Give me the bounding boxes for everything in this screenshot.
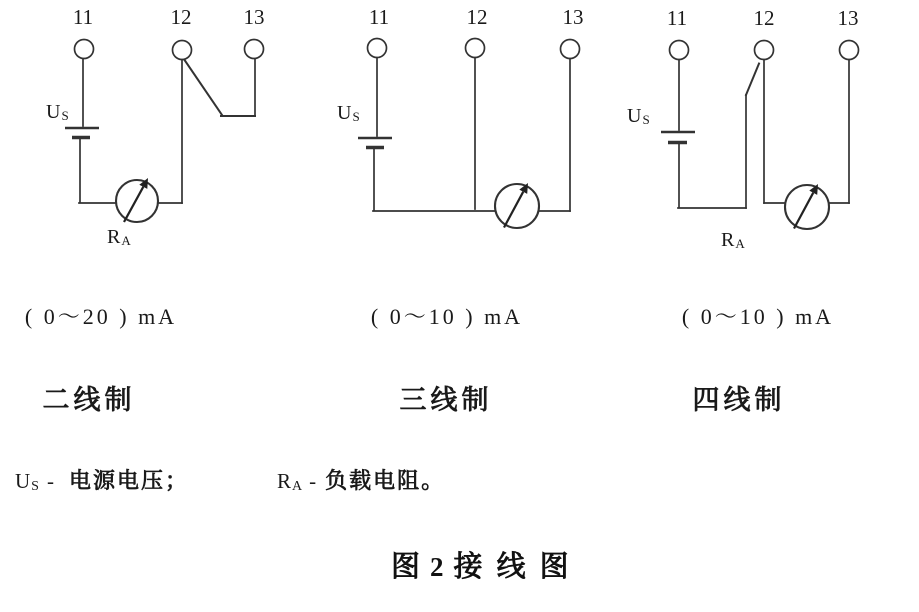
legend-load-text: 负载电阻。	[325, 468, 446, 493]
wiring-type-four-wire: 四线制	[692, 385, 786, 415]
source-voltage-label	[337, 102, 360, 125]
three-wire-circuit-svg	[300, 0, 600, 260]
wiring-type-three-wire: 三线制	[399, 385, 493, 415]
wires	[678, 60, 849, 209]
terminal-label-13: 13	[562, 5, 584, 29]
terminal-label-11: 11	[666, 6, 688, 30]
source-voltage-label	[46, 101, 69, 124]
two-wire-circuit-svg	[0, 0, 300, 260]
terminal-label-11: 11	[72, 5, 94, 29]
ammeter-icon	[495, 183, 539, 228]
terminal-node-11	[368, 39, 387, 58]
source-voltage-sub: S	[61, 108, 69, 123]
caption-number: 2	[430, 552, 444, 582]
legend-load-resistor	[277, 464, 445, 495]
source-voltage-base: U	[46, 101, 61, 123]
terminal-node-13	[245, 40, 264, 59]
load-resistor-base: R	[721, 229, 735, 251]
legend-source-base: U	[15, 469, 31, 493]
terminal-label-13: 13	[243, 5, 265, 29]
battery-icon	[358, 138, 392, 148]
load-resistor-label	[721, 229, 745, 252]
wires	[373, 58, 570, 212]
terminal-label-12: 12	[753, 6, 775, 30]
legend-source-dash: -	[46, 469, 54, 493]
load-resistor-sub: A	[735, 236, 745, 251]
load-resistor-label	[107, 226, 131, 249]
terminal-node-13	[561, 40, 580, 59]
source-voltage-base: U	[337, 102, 352, 124]
four-wire-circuit-svg	[600, 0, 919, 260]
wires	[79, 58, 255, 203]
terminal-node-12	[173, 41, 192, 60]
terminal-node-11	[670, 41, 689, 60]
battery-icon	[65, 128, 99, 138]
legend-load-base: R	[277, 469, 292, 493]
battery-icon	[661, 132, 695, 143]
legend-source-text: 电源电压；	[68, 468, 189, 493]
terminal-label-12: 12	[170, 5, 192, 29]
terminal-label-13: 13	[837, 6, 859, 30]
source-voltage-base: U	[627, 105, 642, 127]
wiring-type-two-wire: 二线制	[42, 385, 136, 415]
caption-title: 接 线 图	[453, 551, 572, 583]
terminal-node-13	[840, 41, 859, 60]
diagram-four-wire	[600, 0, 919, 260]
caption-prefix: 图	[391, 551, 421, 583]
load-resistor-base: R	[107, 226, 121, 248]
legend-source-sub: S	[31, 479, 39, 494]
source-voltage-label	[627, 105, 650, 128]
terminal-node-11	[75, 40, 94, 59]
source-voltage-sub: S	[352, 109, 360, 124]
terminal-label-11: 11	[368, 5, 390, 29]
diagram-two-wire	[0, 0, 300, 260]
source-voltage-sub: S	[642, 112, 650, 127]
range-label-two-wire: ( 0～20 ) mA	[24, 304, 178, 329]
figure-caption	[391, 544, 572, 585]
legend-load-dash: -	[309, 469, 317, 493]
load-resistor-sub: A	[121, 233, 131, 248]
range-label-three-wire: ( 0～10 ) mA	[370, 304, 524, 329]
legend-load-sub: A	[292, 479, 303, 494]
terminal-node-12	[755, 41, 774, 60]
ammeter-icon	[116, 178, 158, 222]
legend-source-voltage	[15, 464, 189, 495]
diagram-three-wire	[300, 0, 600, 260]
terminal-label-12: 12	[466, 5, 488, 29]
terminal-node-12	[466, 39, 485, 58]
ammeter-icon	[785, 184, 829, 229]
range-label-four-wire: ( 0～10 ) mA	[681, 304, 835, 329]
